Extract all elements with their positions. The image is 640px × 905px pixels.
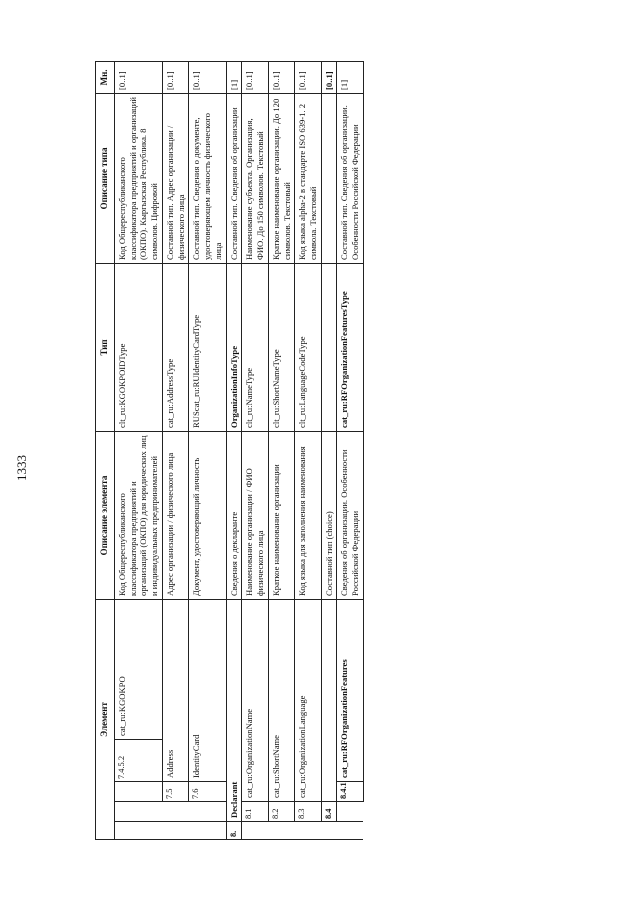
row-element-name: cat_ru:RFOrganizationFeatures bbox=[337, 599, 363, 781]
row-number: 8.4.1 bbox=[337, 782, 363, 802]
row-element-name: cat_ru:KGOKPO bbox=[115, 599, 163, 739]
row-type: clt_ru:LanguageCodeType bbox=[295, 263, 321, 431]
row-type-desc: Составной тип. Сведения об организации. Особенности Российской Федерации bbox=[337, 93, 363, 263]
header-type-desc: Описание типа bbox=[96, 93, 115, 263]
row-number: 7.6 bbox=[189, 782, 226, 802]
row-element-desc: Адрес организации / физического лица bbox=[162, 431, 188, 599]
row-mult: [1] bbox=[226, 61, 242, 93]
row-element-name: cat_ru:OrganizationLanguage bbox=[295, 599, 321, 801]
row-number: 7.4.5.2 bbox=[115, 740, 163, 782]
table-row bbox=[242, 61, 268, 839]
row-type-desc: Краткое наименование организации. До 120 символов. Текстовый bbox=[268, 93, 294, 263]
row-element-name: IdentityCard bbox=[189, 599, 226, 781]
row-type: clt_ru:KGOKPOIDType bbox=[115, 263, 163, 431]
table-row bbox=[226, 61, 242, 839]
rotated-table-container bbox=[95, 62, 599, 840]
row-type: clt_ru:NameType bbox=[242, 263, 268, 431]
row-element-name: cat_ru:OrganizationName bbox=[242, 599, 268, 801]
row-mult: [0..1] bbox=[189, 61, 226, 93]
row-element-name: Address bbox=[162, 599, 188, 781]
row-element-name: Declarant bbox=[226, 599, 242, 821]
row-mult: [0..1] bbox=[162, 61, 188, 93]
row-number: 8.3 bbox=[295, 802, 321, 822]
row-element-desc: Документ, удостоверяющий личность bbox=[189, 431, 226, 599]
row-mult: [0..1] bbox=[268, 61, 294, 93]
row-type: OrganizationInfoType bbox=[226, 263, 242, 431]
row-number: 8.1 bbox=[242, 802, 268, 822]
row-element-desc: Код Общереспубликанского классификатора предприятий и организаций (ОКПО) для юридических лиц и индивидуальных предпринимателей bbox=[115, 431, 163, 599]
row-type-desc bbox=[321, 93, 337, 263]
header-type: Тип bbox=[96, 263, 115, 431]
table-row bbox=[268, 61, 294, 839]
row-mult: [0..1] bbox=[115, 61, 163, 93]
row-mult: [1] bbox=[337, 61, 363, 93]
table-row bbox=[337, 61, 363, 839]
table-row bbox=[162, 61, 188, 839]
row-mult: [0..1] bbox=[295, 61, 321, 93]
header-element-desc: Описание элемента bbox=[96, 431, 115, 599]
row-type: RUScat_ru:RUIdentityCardType bbox=[189, 263, 226, 431]
header-mult: Мн. bbox=[96, 61, 115, 93]
row-mult: [0..1] bbox=[321, 61, 337, 93]
row-element-desc: Сведения о декларанте bbox=[226, 431, 242, 599]
row-type-desc: Код Общереспубликанского классификатора предприятий и организаций (ОКПО). Кыргызская Республика. 8 символов. Цифровой bbox=[115, 93, 163, 263]
row-element-desc: Составной тип (choice) bbox=[321, 431, 337, 599]
page-number: 1333 bbox=[14, 455, 29, 481]
row-type: cat_ru:AddressType bbox=[162, 263, 188, 431]
row-type-desc: Составной тип. Сведения о документе, удостоверяющем личность физического лица bbox=[189, 93, 226, 263]
row-element-desc: Наименование организации / ФИО физического лица bbox=[242, 431, 268, 599]
table-header-row bbox=[96, 61, 115, 839]
row-type-desc: Наименование субъекта. Организация, ФИО. До 150 символов. Текстовый bbox=[242, 93, 268, 263]
row-type-desc: Составной тип. Адрес организации / физического лица bbox=[162, 93, 188, 263]
table-row bbox=[189, 61, 226, 839]
row-number: 8.4 bbox=[321, 802, 337, 822]
element-table bbox=[95, 61, 364, 840]
row-number: 8. bbox=[226, 822, 242, 840]
row-type-desc: Код языка alpha-2 в стандарте ISO 639-1. 2 символа. Текстовый bbox=[295, 93, 321, 263]
table-row bbox=[321, 61, 337, 839]
row-element-name bbox=[321, 599, 337, 801]
row-type-desc: Составной тип. Сведения об организации bbox=[226, 93, 242, 263]
row-element-desc: Краткое наименование организации bbox=[268, 431, 294, 599]
row-number: 8.2 bbox=[268, 802, 294, 822]
row-element-desc: Код языка для заполнения наименования bbox=[295, 431, 321, 599]
table-row bbox=[115, 61, 163, 839]
header-element: Элемент bbox=[96, 599, 115, 839]
row-type bbox=[321, 263, 337, 431]
row-element-desc: Сведения об организации. Особенности Российской Федерации bbox=[337, 431, 363, 599]
row-number: 7.5 bbox=[162, 782, 188, 802]
row-element-name: cat_ru:ShortName bbox=[268, 599, 294, 801]
row-type: cat_ru:RFOrganizationFeaturesType bbox=[337, 263, 363, 431]
table-row bbox=[295, 61, 321, 839]
row-mult: [0..1] bbox=[242, 61, 268, 93]
row-type: clt_ru:ShortNameType bbox=[268, 263, 294, 431]
